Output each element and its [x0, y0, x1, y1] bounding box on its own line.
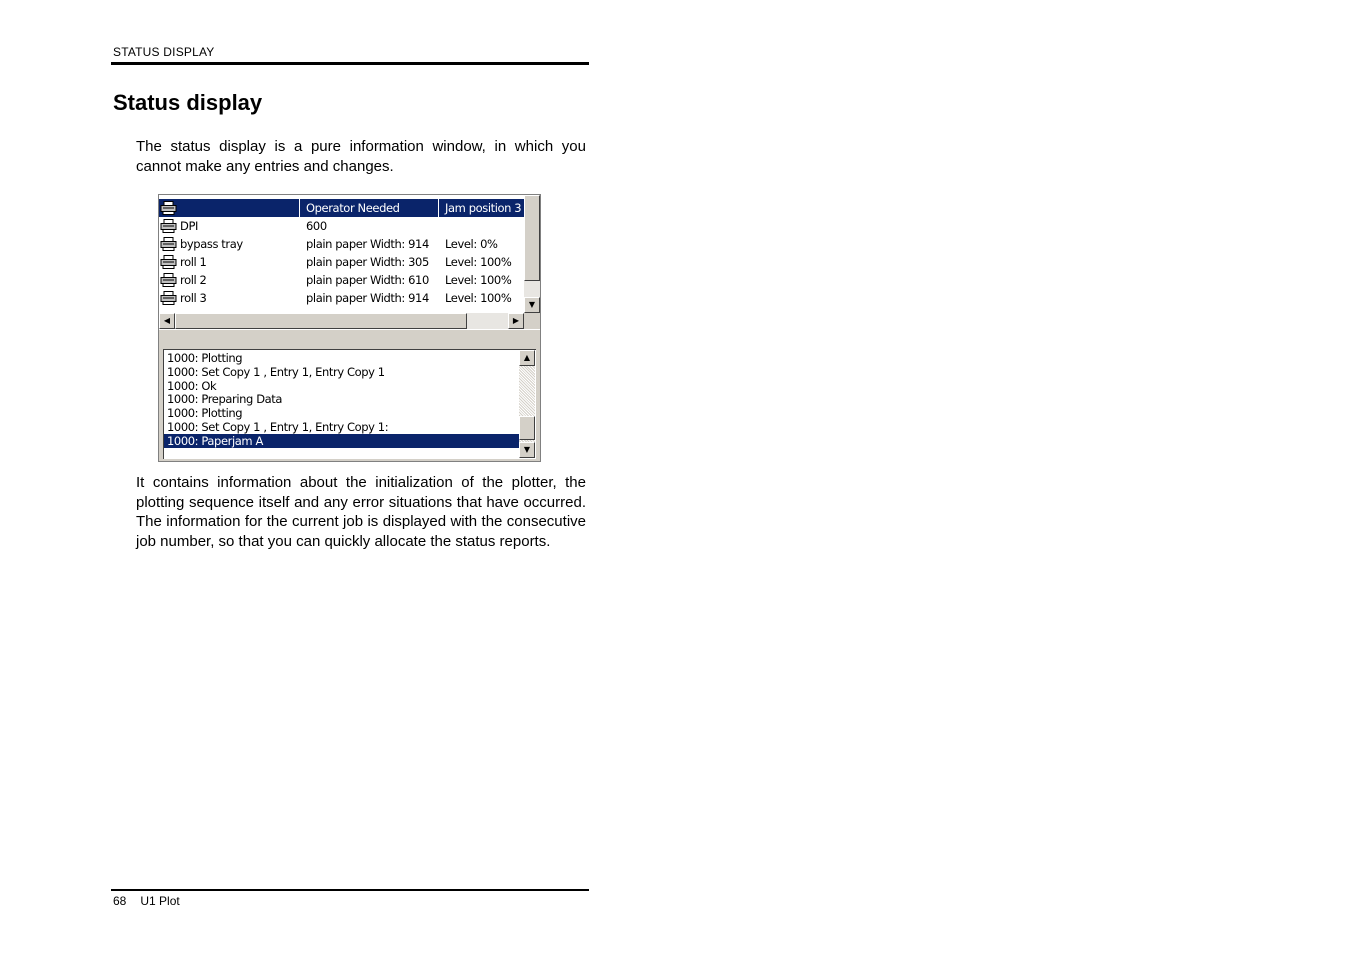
scroll-down-arrow-icon[interactable]: ▼	[524, 297, 540, 313]
log-entry[interactable]: 1000: Plotting	[167, 351, 243, 365]
log-entry[interactable]: 1000: Preparing Data	[167, 392, 283, 407]
hscroll-thumb[interactable]	[175, 313, 467, 329]
log-entry[interactable]: 1000: Ok	[167, 378, 217, 393]
page-title: Status display	[113, 90, 263, 115]
device-row[interactable]	[159, 271, 524, 289]
device-info: plain paper Width: 305	[306, 255, 429, 269]
device-detail: Level: 100%	[445, 291, 512, 305]
log-entry[interactable]: 1000: Plotting	[167, 406, 243, 421]
device-row[interactable]	[159, 235, 524, 253]
column-divider	[299, 195, 300, 217]
pane-splitter[interactable]	[159, 329, 540, 340]
log-entry[interactable]: 1000: Paperjam A	[164, 434, 519, 448]
device-info: plain paper Width: 914	[306, 237, 429, 251]
device-name: DPI	[180, 219, 198, 233]
printer-icon	[160, 255, 177, 269]
device-detail: Jam position 3	[445, 201, 522, 215]
body-paragraph: It contains information about the initialization of the plotter, the plotting sequence itself and any error situations that have occurred. The information for the current job is displayed with the consecutive job number, so that you can quickly allocate the status reports.	[136, 474, 586, 550]
log-entry[interactable]: 1000: Set Copy 1 , Entry 1, Entry Copy 1:	[167, 420, 389, 434]
page-number: 68	[113, 894, 127, 908]
device-name: roll 1	[180, 255, 207, 269]
device-detail: Level: 100%	[445, 273, 512, 287]
scroll-left-arrow-icon[interactable]: ◀	[159, 313, 175, 329]
device-detail: Level: 100%	[445, 255, 512, 269]
footer-rule	[111, 889, 589, 891]
device-row[interactable]	[159, 217, 524, 235]
scroll-right-arrow-icon[interactable]: ▶	[508, 313, 524, 329]
section-header: STATUS DISPLAY	[113, 45, 215, 59]
printer-icon	[160, 273, 177, 287]
device-row[interactable]	[159, 199, 524, 217]
page-footer	[113, 894, 194, 908]
printer-icon	[160, 237, 177, 251]
scroll-corner	[524, 313, 540, 329]
device-info: Operator Needed	[306, 201, 400, 215]
device-info: 600	[306, 219, 327, 233]
printer-icon	[160, 291, 177, 305]
scroll-down-arrow-icon[interactable]: ▼	[519, 442, 535, 458]
scroll-up-arrow-icon[interactable]: ▲	[519, 350, 535, 366]
status-log-vscroll[interactable]	[519, 350, 535, 458]
scroll-thumb[interactable]	[524, 195, 540, 281]
printer-icon	[160, 219, 177, 233]
log-entry[interactable]: 1000: Set Copy 1 , Entry 1, Entry Copy 1	[167, 364, 385, 379]
device-row[interactable]	[159, 253, 524, 271]
device-name: bypass tray	[180, 237, 243, 251]
device-info: plain paper Width: 914	[306, 291, 429, 305]
status-log	[163, 349, 536, 459]
column-divider	[438, 195, 439, 217]
device-name: roll 3	[180, 291, 207, 305]
device-detail: Level: 0%	[445, 237, 498, 251]
intro-paragraph: The status display is a pure information window, in which you cannot make any entries and changes.	[136, 138, 586, 175]
device-name: roll 2	[180, 273, 207, 287]
device-row[interactable]	[159, 289, 524, 307]
printer-icon	[160, 201, 177, 215]
device-list-hscroll[interactable]	[159, 313, 524, 329]
product-name: U1 Plot	[140, 894, 180, 908]
header-rule	[111, 62, 589, 65]
status-window-screenshot	[158, 194, 541, 462]
device-list-vscroll[interactable]	[524, 195, 540, 313]
scroll-thumb[interactable]	[519, 416, 535, 440]
device-info: plain paper Width: 610	[306, 273, 429, 287]
device-list	[159, 195, 524, 313]
